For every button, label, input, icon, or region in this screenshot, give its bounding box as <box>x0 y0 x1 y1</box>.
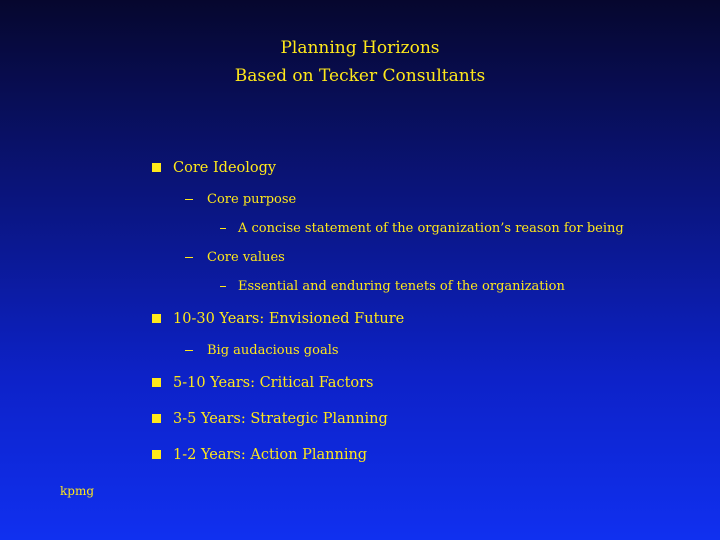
slide-title: Planning Horizons <box>280 38 440 58</box>
sub-sub-bullet-purpose-desc: A concise statement of the organization’s reason for being <box>220 221 624 236</box>
dash-bullet-icon <box>185 350 193 351</box>
sub-sub-bullet-values-desc: Essential and enduring tenets of the organization <box>220 279 565 294</box>
sub-bullet-big-goals: Big audacious goals <box>185 343 339 358</box>
bullet-action-planning: 1-2 Years: Action Planning <box>152 447 367 463</box>
square-bullet-icon <box>152 378 161 387</box>
dash-bullet-icon <box>185 257 193 258</box>
square-bullet-icon <box>152 163 161 172</box>
bullet-envisioned-future: 10-30 Years: Envisioned Future <box>152 311 404 327</box>
dash-bullet-icon <box>220 228 226 229</box>
square-bullet-icon <box>152 414 161 423</box>
dash-bullet-icon <box>185 199 193 200</box>
square-bullet-icon <box>152 450 161 459</box>
sub-bullet-core-purpose: Core purpose <box>185 192 296 207</box>
footer-logo-text: kpmg <box>60 484 95 498</box>
bullet-critical-factors: 5-10 Years: Critical Factors <box>152 375 374 391</box>
bullet-core-ideology: Core Ideology <box>152 160 276 176</box>
sub-bullet-core-values: Core values <box>185 250 285 265</box>
bullet-strategic-planning: 3-5 Years: Strategic Planning <box>152 411 388 427</box>
slide-subtitle: Based on Tecker Consultants <box>234 66 486 86</box>
square-bullet-icon <box>152 314 161 323</box>
dash-bullet-icon <box>220 286 226 287</box>
